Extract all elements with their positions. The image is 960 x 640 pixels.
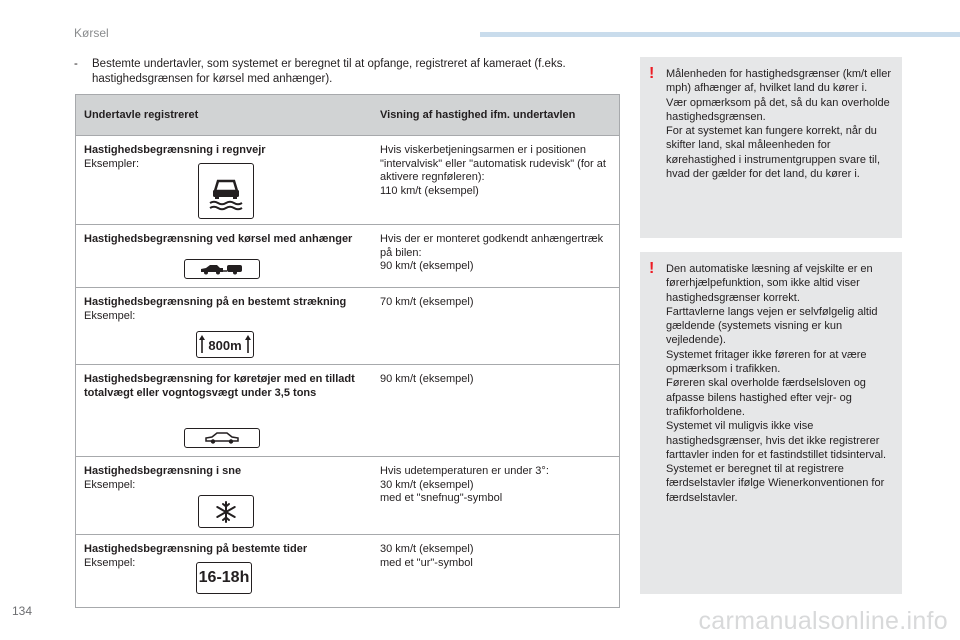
row-description (380, 233, 612, 274)
note-line: Den automatiske læsning af vejskilte er en førerhjælpefunktion, som ikke altid viser hastighedsgrænser korrekt. (666, 263, 873, 304)
rain-car-icon (198, 163, 254, 219)
row-desc-line: 90 km/t (eksempel) (380, 373, 474, 385)
row-desc-line: 30 km/t (eksempel) (380, 478, 474, 491)
row-description (380, 465, 612, 506)
page-section-title: Kørsel (74, 26, 109, 40)
car-trailer-icon (184, 259, 260, 279)
row-description (380, 296, 612, 310)
row-desc-line: med et "snefnug"-symbol (380, 492, 503, 504)
note-line: Systemet fritager ikke føreren for at være opmærksom i trafikken. (666, 348, 867, 376)
time-icon (196, 562, 252, 594)
note-line: Målenheden for hastighedsgrænser (km/t eller mph) afhænger af, hvilket land du kører i. (666, 68, 892, 95)
bullet-dash: - (74, 58, 78, 70)
table-header (76, 95, 619, 136)
warning-note (640, 252, 902, 594)
sign-distance-text: 800m (208, 338, 242, 353)
row-title: Hastighedsbegrænsning for køretøjer med en tilladt totalvægt eller vogntogsvægt under 3,5 tons (84, 373, 355, 399)
row-subtitle: Eksempler: (84, 157, 140, 170)
row-desc-line: Hvis viskerbetjeningsarmen er i positionen "intervalvisk" eller "automatisk rudevisk" (for at aktivere regnføleren): (380, 144, 606, 183)
row-label (84, 373, 366, 400)
sign-time-text: 16-18h (198, 569, 250, 586)
row-label (84, 465, 366, 492)
note-line: Vær opmærksom på det, så du kan overholde hastighedsgrænsen. (666, 96, 890, 123)
row-title: Hastighedsbegrænsning i regnvejr (84, 144, 266, 156)
table-row (76, 457, 619, 535)
row-desc-line: 70 km/t (eksempel) (380, 296, 474, 308)
intro-text: Bestemte undertavler, som systemet er beregnet til at opfange, registreret af kameraet (f.eks. hastighedsgrænsen for kørsel med anhænger). (92, 58, 566, 85)
row-title: Hastighedsbegrænsning i sne (84, 465, 242, 477)
note-line: Systemet er beregnet til at registrere færdselstavler ifølge Wienerkonventionen for færdselstavler. (666, 463, 885, 504)
row-desc-line: Hvis udetemperaturen er under 3°: (380, 465, 549, 477)
warning-icon: ! (649, 65, 655, 82)
table-row (76, 225, 619, 288)
car-icon (184, 428, 260, 448)
distance-icon (196, 331, 254, 358)
sign-table (75, 94, 620, 608)
row-subtitle: Eksempel: (84, 556, 136, 569)
header-bar (480, 32, 960, 37)
note-line: Farttavlerne langs vejen er selvfølgelig altid gældende (systemets visning er kun vejledende). (666, 305, 878, 347)
note-line: Systemet vil muligvis ikke vise hastighedsgrænser, hvis det ikke registrerer farttavler inden for et fastindstillet tidsinterval. (666, 420, 887, 461)
column-header-display: Visning af hastighed ifm. undertavlen (380, 109, 576, 121)
column-header-sign: Undertavle registreret (84, 109, 199, 121)
row-title: Hastighedsbegrænsning på en bestemt strækning (84, 296, 347, 308)
table-row (76, 136, 619, 225)
row-subtitle: Eksempel: (84, 309, 136, 322)
table-row (76, 535, 619, 608)
table-row (76, 288, 619, 365)
row-label (84, 233, 366, 247)
row-desc-line: 30 km/t (eksempel) (380, 543, 474, 555)
snowflake-icon (198, 495, 254, 528)
row-title: Hastighedsbegrænsning på bestemte tider (84, 543, 308, 555)
row-description (380, 373, 612, 387)
intro-bullet (74, 57, 614, 87)
row-description (380, 144, 612, 198)
note-line: For at systemet kan fungere korrekt, når du skifter land, skal måleenheden for kørehastighed i instrumentgruppen svare til, hvad der gælder for det land, du kører i. (666, 125, 880, 181)
page-number: 134 (12, 604, 33, 618)
row-description (380, 543, 612, 570)
row-desc-line: Hvis der er monteret godkendt anhængertræk på bilen: (380, 233, 604, 259)
table-row (76, 365, 619, 457)
row-title: Hastighedsbegrænsning ved kørsel med anhænger (84, 233, 353, 245)
row-desc-line: 90 km/t (eksempel) (380, 260, 474, 272)
row-desc-line: 110 km/t (eksempel) (380, 184, 479, 197)
row-subtitle: Eksempel: (84, 478, 136, 491)
row-desc-line: med et "ur"-symbol (380, 556, 473, 569)
watermark: carmanualsonline.info (698, 607, 948, 635)
note-line: Føreren skal overholde færdselsloven og afpasse bilens hastighed efter vejr- og trafikforholdene. (666, 377, 866, 418)
row-label (84, 296, 366, 323)
warning-note (640, 57, 902, 238)
warning-icon: ! (649, 260, 655, 277)
